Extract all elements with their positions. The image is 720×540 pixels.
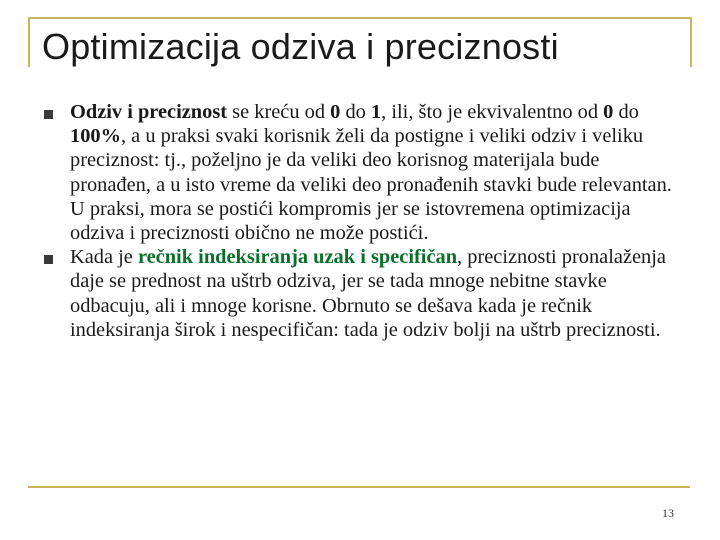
bullet-item xyxy=(42,100,682,245)
frame-right-line xyxy=(690,17,692,67)
square-bullet-icon xyxy=(44,110,53,119)
bullet-text-segment: , preciznosti pronalaženja daje se prednost na uštrb odziva, jer se tada mnoge nebitne stavke odbacuju, ali i mnoge korisne. Obrnuto se dešava kada je rečnik indeksiranja širok i nespecifičan: tada je odziv bolji na uštrb preciznosti. xyxy=(70,246,666,341)
bullet-text-segment: do xyxy=(613,101,639,123)
bullet-text-segment: se kreću od xyxy=(227,101,331,123)
frame-top-line xyxy=(28,17,690,19)
bullet-text-segment: 1 xyxy=(370,101,382,123)
bullet-item xyxy=(42,245,682,342)
bullet-text-segment: 0 xyxy=(330,101,341,123)
slide-title: Optimizacija odziva i preciznosti xyxy=(42,26,559,67)
bullet-text-segment: 100% xyxy=(70,125,121,148)
frame-bottom-line xyxy=(28,486,690,488)
bullet-text-segment: Kada je xyxy=(70,246,138,269)
frame-left-line xyxy=(28,17,30,67)
bullet-text-segment: , a u praksi svaki korisnik želi da postigne i veliki odziv i veliku preciznost: tj., poželjno je da veliki deo korisnog materijala bude pronađen, a u isto vreme da veliki deo pronađenih stavki bude relevantan. U praksi, mora se postići kompromis jer se istovremena optimizacija odziva i preciznosti obično ne može postići. xyxy=(70,125,672,245)
bullet-text-segment: do xyxy=(340,101,371,123)
bullet-text-segment: 0 xyxy=(603,101,614,123)
bullet-text-segment: Odziv i preciznost xyxy=(70,101,228,123)
square-bullet-icon xyxy=(44,255,53,264)
page-number: 13 xyxy=(662,506,674,520)
highlighted-term: rečnik indeksiranja uzak i specifičan xyxy=(137,246,458,269)
bullet-text-segment: , ili, što je ekvivalentno od xyxy=(381,101,604,123)
bullet-list xyxy=(42,100,682,342)
